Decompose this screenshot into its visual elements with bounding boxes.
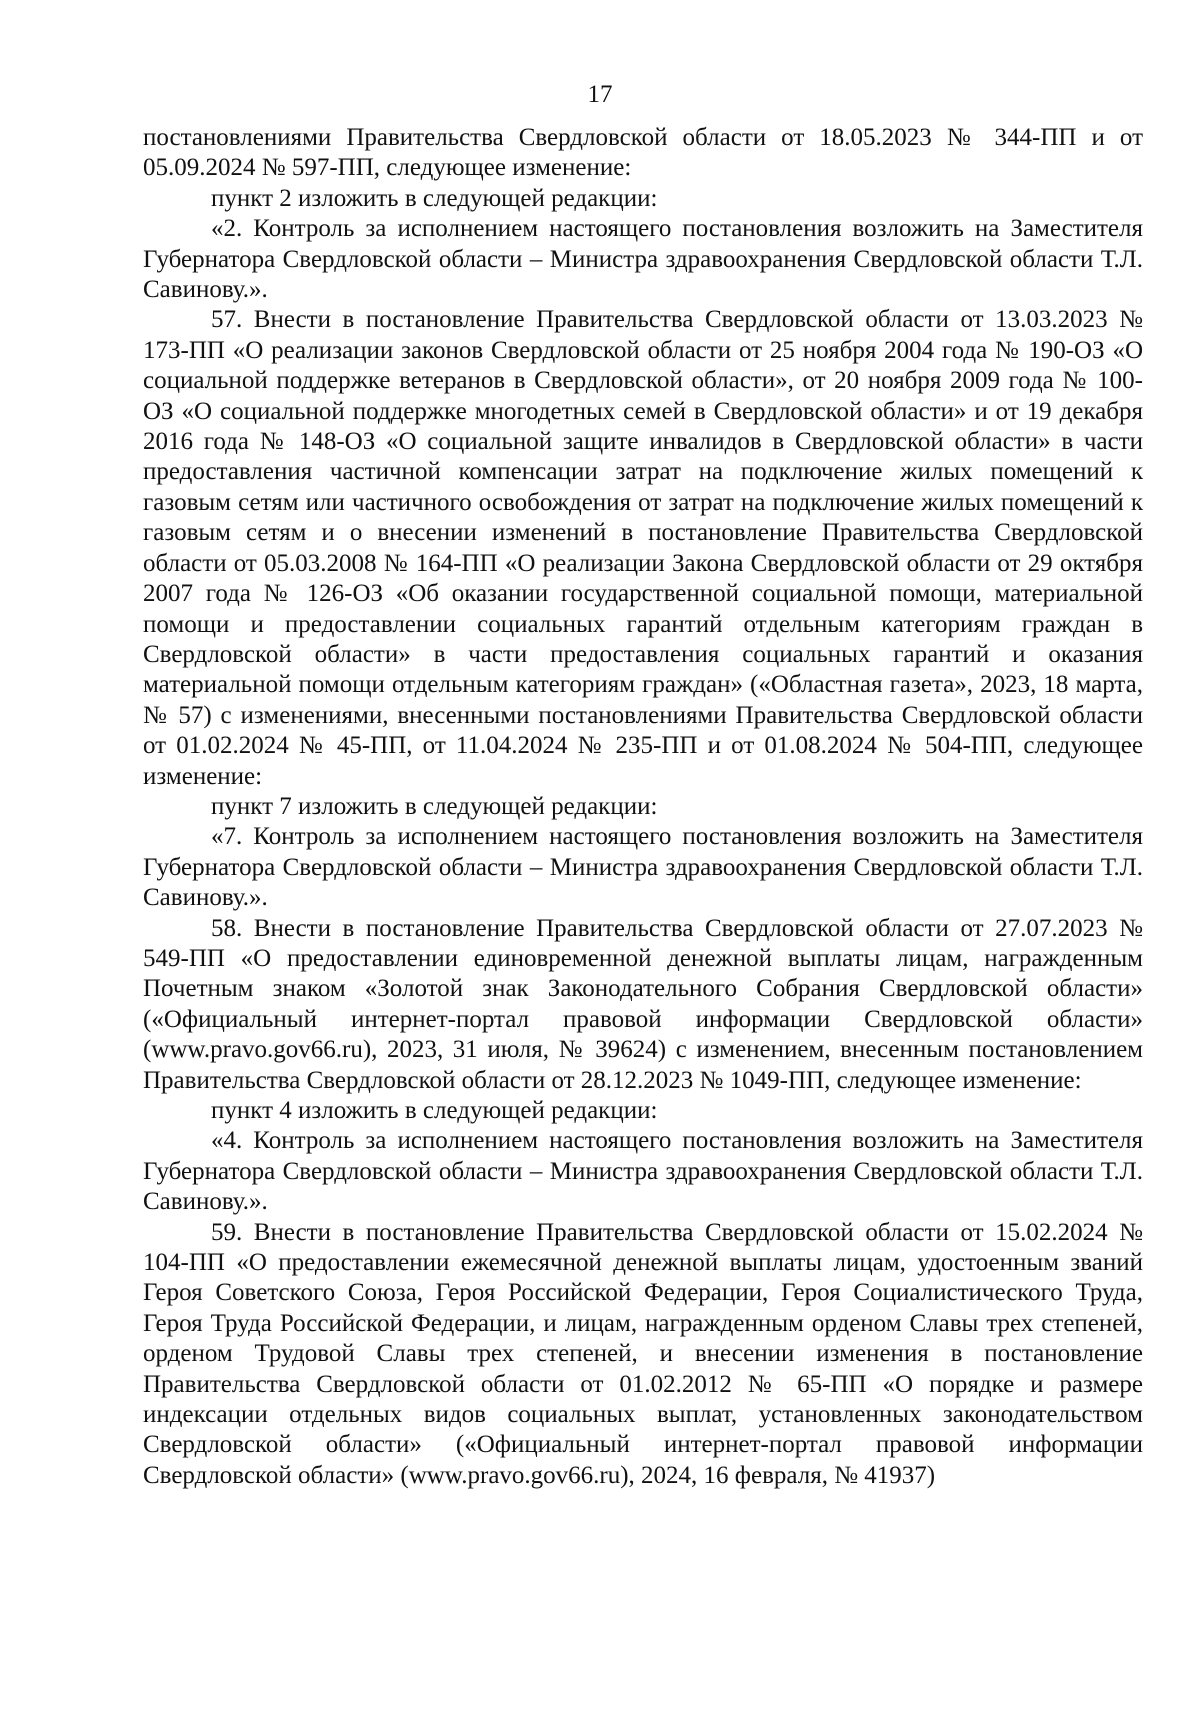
paragraph-item-57: 57. Внести в постановление Правительства Свердловской области от 13.03.2023 № 173-ПП «О реализации законов Свердловской области от 25 ноября 2004 года № 190-ОЗ «О социальной поддержке ветеранов в Свердловской области», от 20 ноября 2009 года № 100-ОЗ «О социальной поддержке многодетных семей в Свердловской области» и от 19 декабря 2016 года № 148-ОЗ «О социальной защите инвалидов в Свердловской области» в части предоставления частичной компенсации затрат на подключение жилых помещений к газовым сетям или частичного освобождения от затрат на подключение жилых помещений к газовым сетям и о внесении изменений в постановление Правительства Свердловской области от 05.03.2008 № 164-ПП «О реализации Закона Свердловской области от 29 октября 2007 года № 126-ОЗ «Об оказании государственной социальной помощи, материальной помощи и предоставлении социальных гарантий отдельным категориям граждан в Свердловской области» в части предоставления социальных гарантий и оказания материальной помощи отдельным категориям граждан» («Областная газета», 2023, 18 марта, № 57) с изменениями, внесенными постановлениями Правительства Свердловской области от 01.02.2024 № 45-ПП, от 11.04.2024 № 235-ПП и от 01.08.2024 № 504-ПП, следующее изменение: [143,306,1143,790]
paragraph-point-4-text: «4. Контроль за исполнением настоящего постановления возложить на Заместителя Губернатора Свердловской области – Министра здравоохранения Свердловской области Т.Л. Савинову.». [143,1127,1143,1216]
paragraph-item-59: 59. Внести в постановление Правительства Свердловской области от 15.02.2024 № 104-ПП «О предоставлении ежемесячной денежной выплаты лицам, удостоенным званий Героя Советского Союза, Героя Российской Федерации, Героя Социалистического Труда, Героя Труда Российской Федерации, и лицам, награжденным орденом Славы трех степеней, орденом Трудовой Славы трех степеней, и внесении изменения в постановление Правительства Свердловской области от 01.02.2012 № 65-ПП «О порядке и размере индексации отдельных видов социальных выплат, установленных законодательством Свердловской области» («Официальный интернет-портал правовой информации Свердловской области» (www.pravo.gov66.ru), 2024, 16 февраля, № 41937) [143,1218,1143,1489]
page-number: 17 [587,81,613,108]
paragraph-point-4-instruction: пункт 4 изложить в следующей редакции: [211,1097,658,1124]
document-body [143,123,1143,1491]
paragraph-item-58: 58. Внести в постановление Правительства Свердловской области от 27.07.2023 № 549-ПП «О предоставлении единовременной денежной выплаты лицам, награжденным Почетным знаком «Золотой знак Законодательного Собрания Свердловской области» («Официальный интернет-портал правовой информации Свердловской области» (www.pravo.gov66.ru), 2023, 31 июля, № 39624) с изменением, внесенным постановлением Правительства Свердловской области от 28.12.2023 № 1049-ПП, следующее изменение: [143,914,1143,1094]
paragraph-point-7-text: «7. Контроль за исполнением настоящего постановления возложить на Заместителя Губернатора Свердловской области – Министра здравоохранения Свердловской области Т.Л. Савинову.». [143,823,1143,912]
paragraph-continuation: постановлениями Правительства Свердловской области от 18.05.2023 № 344-ПП и от 05.09.2024 № 597-ПП, следующее изменение: [143,124,1143,182]
paragraph-point-2-text: «2. Контроль за исполнением настоящего постановления возложить на Заместителя Губернатора Свердловской области – Министра здравоохранения Свердловской области Т.Л. Савинову.». [143,215,1143,304]
paragraph-point-2-instruction: пункт 2 изложить в следующей редакции: [211,184,658,212]
paragraph-point-7-instruction: пункт 7 изложить в следующей редакции: [211,792,658,820]
